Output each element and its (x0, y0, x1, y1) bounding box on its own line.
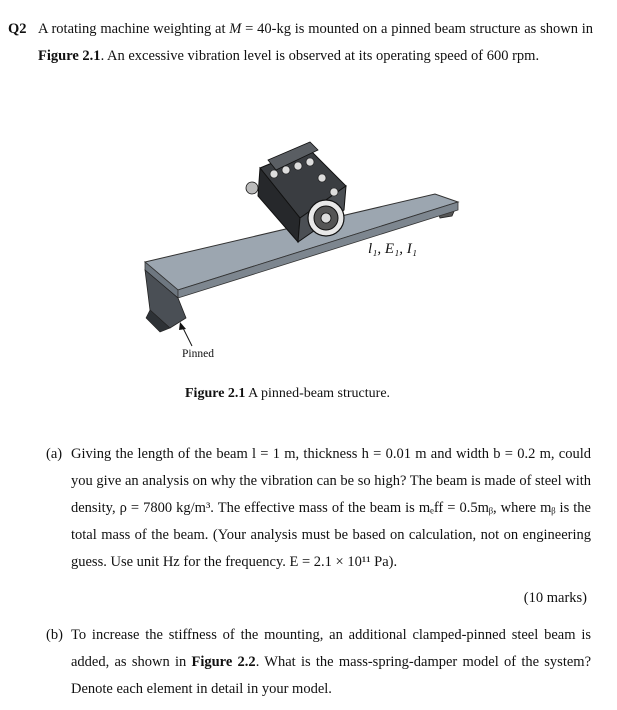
part-b (46, 622, 591, 703)
rotating-machine (246, 142, 346, 242)
caption-figure-number: Figure 2.1 (185, 386, 246, 401)
beam-properties-label: l₁, E₁, I₁ (368, 241, 417, 257)
caption-text: A pinned-beam structure. (245, 386, 391, 401)
part-a-label: (a) (46, 446, 63, 462)
pinned-label: Pinned (182, 348, 214, 360)
part-a-text: Giving the length of the beam l = 1 m, thickness h = 0.01 m and width b = 0.2 m, could you give an analysis on why the vibration can be so high? The beam is made of steel with density, ρ = 7800 kg/m³. The effective mass of the beam is mₑff = 0.5mᵦ, where mᵦ is the total mass of the beam. (Your analysis must be based on calculation, not on engineering guess. Use unit Hz for the frequency. E = 2.1 × 10¹¹ Pa). (71, 446, 591, 570)
mass-value: = 40-kg is mounted on a pinned beam structure as shown in (241, 21, 594, 37)
part-b-figure-reference: Figure 2.2 (191, 654, 256, 670)
pinned-arrowhead (179, 322, 186, 330)
mass-symbol: M (229, 21, 242, 37)
part-a (46, 441, 591, 576)
question-intro: A rotating machine weighting at (38, 21, 230, 37)
part-a-marks: (10 marks) (523, 590, 587, 606)
question-block (8, 16, 593, 70)
question-text (38, 16, 593, 70)
part-b-text (71, 622, 591, 703)
question-intro-end: . An excessive vibration level is observed at its operating speed of 600 rpm. (100, 48, 540, 64)
figure-caption (185, 386, 390, 402)
part-b-text-end: . What is the mass-spring-damper model of the system? Denote each element in detail in your model. (71, 654, 592, 697)
part-b-label: (b) (46, 627, 63, 643)
figure-reference: Figure 2.1 (38, 48, 101, 64)
part-b-text-start: To increase the stiffness of the mounting, an additional clamped-pinned steel beam is added, as shown in (71, 627, 591, 670)
question-number: Q2 (8, 21, 27, 37)
